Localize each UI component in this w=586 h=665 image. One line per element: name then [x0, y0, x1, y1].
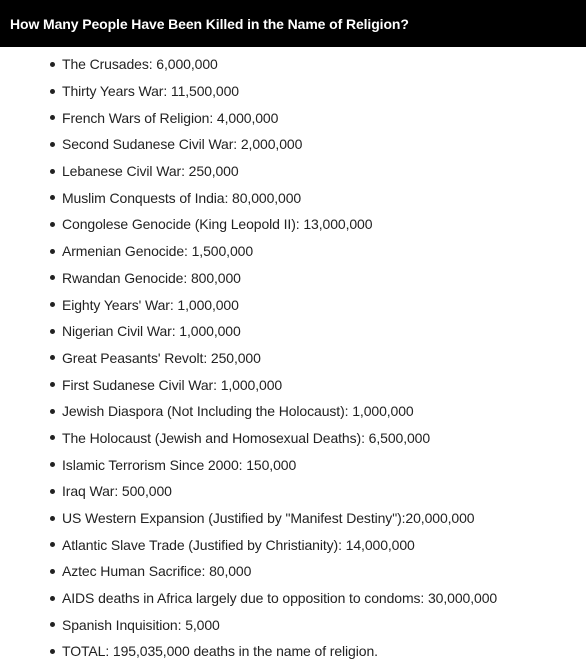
bullet-icon — [50, 542, 55, 547]
list-item-text: Nigerian Civil War: 1,000,000 — [62, 323, 241, 340]
list-item-text: Spanish Inquisition: 5,000 — [62, 616, 220, 633]
bullet-list — [0, 51, 586, 665]
list-item — [0, 611, 586, 638]
list-item — [0, 318, 586, 345]
list-item — [0, 585, 586, 612]
bullet-icon — [50, 622, 55, 627]
list-item-text: Second Sudanese Civil War: 2,000,000 — [62, 136, 303, 153]
list-item-text: Great Peasants' Revolt: 250,000 — [62, 349, 261, 366]
bullet-icon — [50, 195, 55, 200]
list-item-text: Atlantic Slave Trade (Justified by Christianity): 14,000,000 — [62, 536, 415, 553]
list-item — [0, 184, 586, 211]
list-item — [0, 478, 586, 505]
bullet-icon — [50, 489, 55, 494]
list-item-text: AIDS deaths in Africa largely due to opposition to condoms: 30,000,000 — [62, 590, 498, 607]
bullet-icon — [50, 275, 55, 280]
list-item-text: The Crusades: 6,000,000 — [62, 56, 218, 73]
bullet-icon — [50, 649, 55, 654]
bullet-icon — [50, 569, 55, 574]
bullet-icon — [50, 516, 55, 521]
list-item-text: TOTAL: 195,035,000 deaths in the name of religion. — [62, 643, 378, 660]
bullet-icon — [50, 382, 55, 387]
bullet-icon — [50, 409, 55, 414]
list-item-text: Islamic Terrorism Since 2000: 150,000 — [62, 456, 297, 473]
bullet-icon — [50, 329, 55, 334]
page-title: How Many People Have Been Killed in the Name of Religion? — [10, 15, 409, 32]
list-item — [0, 51, 586, 78]
list-item — [0, 78, 586, 105]
list-item — [0, 425, 586, 452]
bullet-icon — [50, 142, 55, 147]
list-item-text: French Wars of Religion: 4,000,000 — [62, 109, 279, 126]
list-item-text: Congolese Genocide (King Leopold II): 13,000,000 — [62, 216, 373, 233]
list-item-text: Rwandan Genocide: 800,000 — [62, 269, 241, 286]
bullet-icon — [50, 115, 55, 120]
bullet-icon — [50, 169, 55, 174]
list-item-text: US Western Expansion (Justified by "Manifest Destiny"):20,000,000 — [62, 510, 475, 527]
bullet-icon — [50, 89, 55, 94]
list-item — [0, 558, 586, 585]
list-item — [0, 531, 586, 558]
bullet-icon — [50, 596, 55, 601]
bullet-icon — [50, 222, 55, 227]
bullet-icon — [50, 62, 55, 67]
list-item-text: Jewish Diaspora (Not Including the Holocaust): 1,000,000 — [62, 403, 414, 420]
list-item-text: Lebanese Civil War: 250,000 — [62, 163, 239, 180]
list-item — [0, 131, 586, 158]
bullet-icon — [50, 462, 55, 467]
list-item-text: First Sudanese Civil War: 1,000,000 — [62, 376, 283, 393]
list-item — [0, 104, 586, 131]
list-item — [0, 158, 586, 185]
header-bar — [0, 0, 586, 47]
bullet-icon — [50, 249, 55, 254]
list-item-text: The Holocaust (Jewish and Homosexual Deaths): 6,500,000 — [62, 429, 431, 446]
list-item-text: Aztec Human Sacrifice: 80,000 — [62, 563, 252, 580]
list-item-text: Iraq War: 500,000 — [62, 483, 172, 500]
bullet-icon — [50, 355, 55, 360]
list-item — [0, 505, 586, 532]
list-item — [0, 211, 586, 238]
list-item — [0, 345, 586, 372]
list-item — [0, 265, 586, 292]
list-item-text: Thirty Years War: 11,500,000 — [62, 83, 239, 100]
list-item-text: Muslim Conquests of India: 80,000,000 — [62, 189, 302, 206]
list-item — [0, 371, 586, 398]
list-item-total — [0, 638, 586, 665]
bullet-icon — [50, 302, 55, 307]
list-item-text: Armenian Genocide: 1,500,000 — [62, 243, 253, 260]
list-item — [0, 238, 586, 265]
list-item — [0, 398, 586, 425]
list-item — [0, 291, 586, 318]
bullet-icon — [50, 435, 55, 440]
list-item-text: Eighty Years' War: 1,000,000 — [62, 296, 239, 313]
list-item — [0, 451, 586, 478]
